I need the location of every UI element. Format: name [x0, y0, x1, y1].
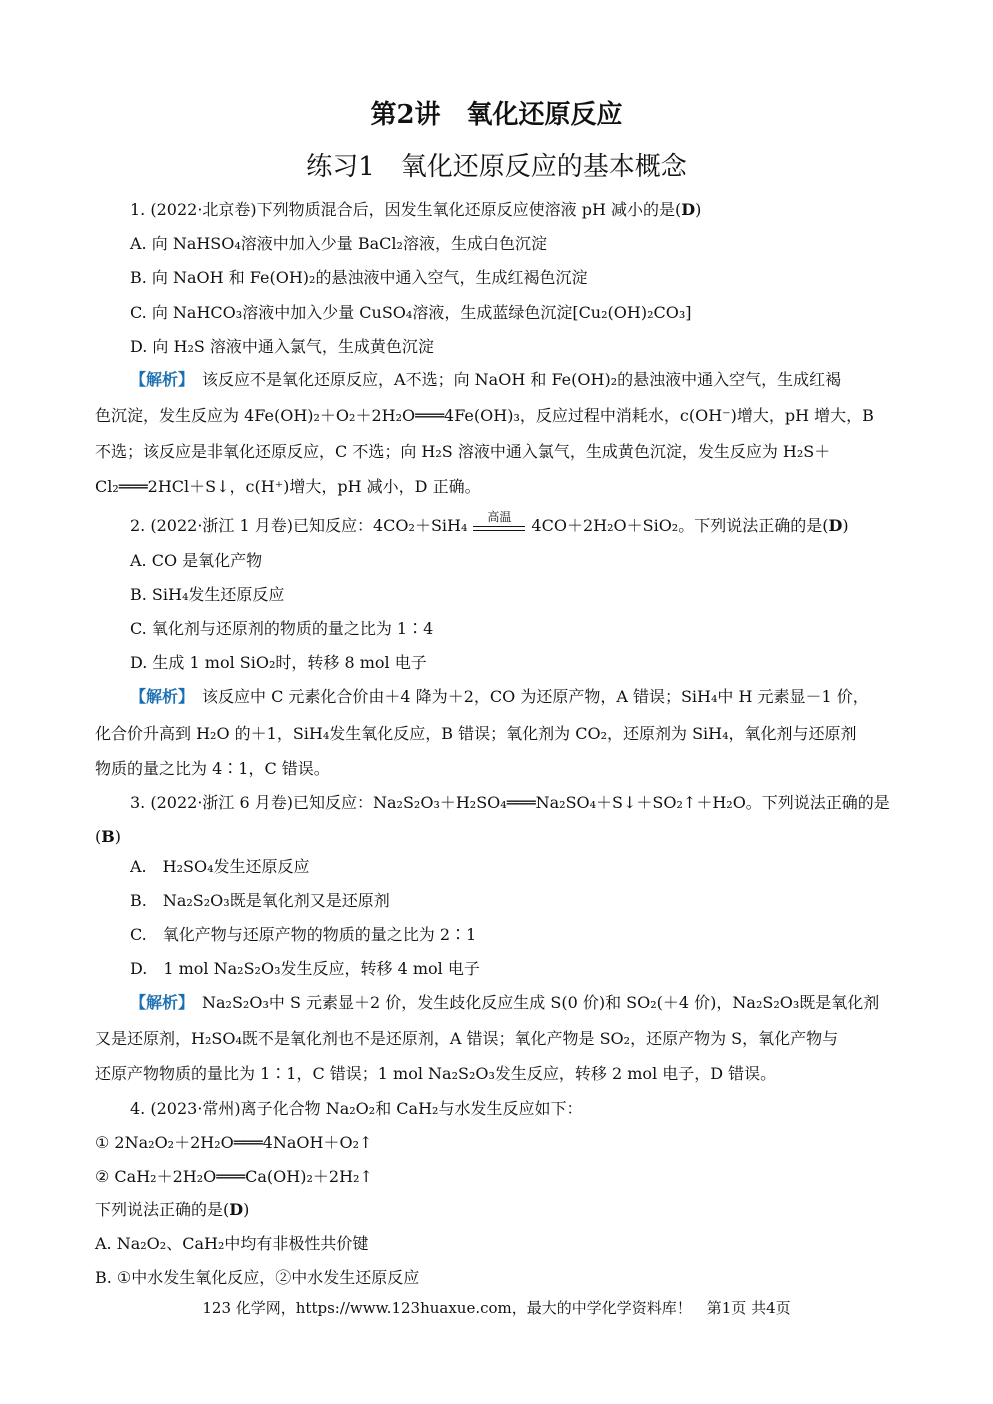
q3-analysis-line-2: 又是还原剂，H₂SO₄既不是氧化剂也不是还原剂，A 错误；氧化产物是 SO₂，还原产物为 S，氧化产物与 [95, 1029, 839, 1048]
q2-option-b: B. SiH₄发生还原反应 [130, 585, 285, 604]
q2-analysis-line-2: 化合价升高到 H₂O 的＋1，SiH₄发生氧化反应，B 错误；氧化剂为 CO₂，还原剂为 SiH₄，氧化剂与还原剂 [95, 724, 857, 743]
exercise-title: 练习1 氧化还原反应的基本概念 [306, 152, 687, 182]
q3-stem: 3. (2022·浙江 6 月卷)已知反应：Na₂S₂O₃＋H₂SO₄═══Na₂SO₄＋S↓＋SO₂↑＋H₂O。下列说法正确的是 [130, 793, 890, 812]
q2-analysis-line-1: 【解析】 该反应中 C 元素化合价由＋4 降为＋2，CO 为还原产物，A 错误；SiH₄中 H 元素显－1 价， [130, 687, 869, 706]
q1-answer: D [681, 200, 696, 219]
q3-option-a: A. H₂SO₄发生还原反应 [130, 857, 310, 876]
q1-option-b: B. 向 NaOH 和 Fe(OH)₂的悬浊液中通入空气，生成红褐色沉淀 [130, 268, 588, 287]
q3-analysis-line-3: 还原产物物质的量比为 1∶1，C 错误；1 mol Na₂S₂O₃发生反应，转移 2 mol 电子，D 错误。 [95, 1064, 777, 1083]
q1-stem: 1. (2022·北京卷)下列物质混合后，因发生氧化还原反应使溶液 pH 减小的是(D) [130, 200, 702, 219]
q3-answer: B [101, 827, 115, 846]
q1-option-a: A. 向 NaHSO₄溶液中加入少量 BaCl₂溶液，生成白色沉淀 [130, 234, 547, 253]
q2-option-d: D. 生成 1 mol SiO₂时，转移 8 mol 电子 [130, 653, 427, 672]
q1-analysis-line-4: Cl₂═══2HCl＋S↓，c(H⁺)增大，pH 减小，D 正确。 [95, 477, 481, 496]
q3-option-d: D. 1 mol Na₂S₂O₃发生反应，转移 4 mol 电子 [130, 959, 480, 978]
q4-ask: 下列说法正确的是(D) [95, 1200, 250, 1219]
q1-option-c: C. 向 NaHCO₃溶液中加入少量 CuSO₄溶液，生成蓝绿色沉淀[Cu₂(OH)₂CO₃] [130, 303, 692, 322]
analysis-label: 【解析】 [130, 687, 195, 706]
q3-answer-line: (B) [95, 827, 122, 846]
q4-option-b: B. ①中水发生氧化反应，②中水发生还原反应 [95, 1268, 420, 1287]
q4-answer: D [229, 1200, 244, 1219]
q1-option-d: D. 向 H₂S 溶液中通入氯气，生成黄色沉淀 [130, 337, 434, 356]
page-footer: 123 化学网，https://www.123huaxue.com，最大的中学化学资料库！ 第1页 共4页 [202, 1299, 791, 1317]
q4-reaction-2: ② CaH₂＋2H₂O═══Ca(OH)₂＋2H₂↑ [95, 1167, 373, 1186]
q3-option-c: C. 氧化产物与还原产物的物质的量之比为 2∶1 [130, 925, 477, 944]
lecture-title: 第2讲 氧化还原反应 [370, 100, 623, 130]
q2-option-c: C. 氧化剂与还原剂的物质的量之比为 1∶4 [130, 619, 434, 638]
analysis-label: 【解析】 [130, 370, 195, 389]
q4-stem: 4. (2023·常州)离子化合物 Na₂O₂和 CaH₂与水发生反应如下： [130, 1099, 583, 1118]
q2-analysis-line-3: 物质的量之比为 4∶1，C 错误。 [95, 759, 330, 778]
q3-option-b: B. Na₂S₂O₃既是氧化剂又是还原剂 [130, 891, 390, 910]
q4-option-a: A. Na₂O₂、CaH₂中均有非极性共价键 [95, 1234, 369, 1253]
analysis-label: 【解析】 [130, 993, 195, 1012]
q2-option-a: A. CO 是氧化产物 [130, 551, 263, 570]
q3-analysis-line-1: 【解析】 Na₂S₂O₃中 S 元素显＋2 价，发生歧化反应生成 S(0 价)和 SO₂(＋4 价)，Na₂S₂O₃既是氧化剂 [130, 993, 880, 1012]
q1-analysis-line-1: 【解析】 该反应不是氧化还原反应，A不选；向 NaOH 和 Fe(OH)₂的悬浊液中通入空气，生成红褐 [130, 370, 842, 389]
q2-stem: 2. (2022·浙江 1 月卷)已知反应：4CO₂＋SiH₄ 高温 4CO＋2H₂O＋SiO₂。下列说法正确的是(D) [130, 510, 849, 535]
q2-answer: D [828, 516, 843, 535]
q1-analysis-line-2: 色沉淀，发生反应为 4Fe(OH)₂＋O₂＋2H₂O═══4Fe(OH)₃，反应过程中消耗水，c(OH⁻)增大，pH 增大，B [95, 406, 874, 425]
q1-analysis-line-3: 不选；该反应是非氧化还原反应，C 不选；向 H₂S 溶液中通入氯气，生成黄色沉淀，发生反应为 H₂S＋ [95, 442, 831, 461]
reaction-condition-arrow: 高温 [473, 517, 525, 531]
q4-reaction-1: ① 2Na₂O₂＋2H₂O═══4NaOH＋O₂↑ [95, 1133, 373, 1152]
